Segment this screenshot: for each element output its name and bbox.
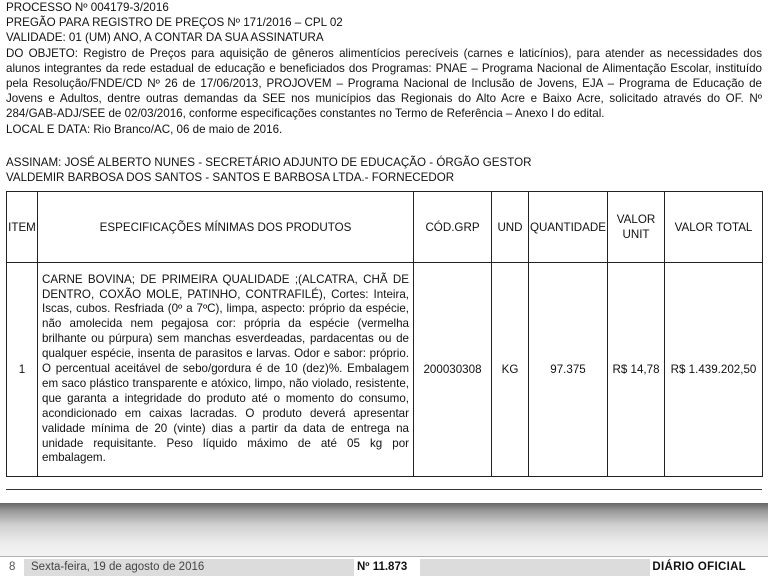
- col-header-qtd: QUANTIDADE: [529, 192, 608, 263]
- footer-edition-number: Nº 11.873: [357, 561, 408, 573]
- col-header-und: UND: [492, 192, 529, 263]
- signer-line: ASSINAM: JOSÉ ALBERTO NUNES - SECRETÁRIO ADJUNTO DE EDUCAÇÃO - ÓRGÃO GESTOR: [6, 155, 532, 169]
- footer-date: Sexta-feira, 19 de agosto de 2016: [31, 561, 205, 573]
- document-body: [6, 0, 762, 185]
- cell-spec: CARNE BOVINA; DE PRIMEIRA QUALIDADE ;(ALCATRA, CHÃ DE DENTRO, COXÃO MOLE, PATINHO, CONTRAFILÉ), Cortes: Inteira, Iscas, cubos. Resfriada (0º a 7ºC), limpa, aspecto: próprio da espécie, não amolecida nem pegajosa cor: própria da espécie (vermelha brilhante ou púrpura) sem manchas esverdeadas, pardacentas ou de qualquer espécie, insenta de parasitos e larvas. Odor e sabor: próprio. O percentual aceitável de sebo/gordura é de 10 (dez)%. Embalagem em saco plástico transparente e atóxico, limpo, não violado, resistente, que garanta a integridade do produto até o momento do consumo, acondicionado em caixas lacradas. O produto deverá apresentar validade mínima de 20 (vinte) dias a partir da data de entrega na unidade requisitante. Peso líquido máximo de até 05 kg por embalagem.: [38, 263, 414, 477]
- table-header-row: [7, 192, 763, 263]
- page-gap: [0, 503, 768, 559]
- validade-text: VALIDADE: 01 (UM) ANO, A CONTAR DA SUA ASSINATURA: [6, 31, 324, 45]
- pregao-title: PREGÃO PARA REGISTRO DE PREÇOS Nº 171/2016 – CPL 02: [6, 16, 343, 30]
- footer-right-bar: [420, 559, 650, 576]
- cell-und: KG: [492, 263, 529, 477]
- cell-valor-total: R$ 1.439.202,50: [665, 263, 763, 477]
- processo-number: PROCESSO Nº 004179-3/2016: [6, 1, 169, 14]
- cell-qtd: 97.375: [529, 263, 608, 477]
- col-header-valor-total: VALOR TOTAL: [665, 192, 763, 263]
- objeto-paragraph: DO OBJETO: Registro de Preços para aquisição de gêneros alimentícios perecíveis (carnes e laticínios), para atender as necessidades dos alunos integrantes da rede estadual de educação e beneficiados dos Programas: PNAE – Programa Nacional de Alimentação Escolar, instituído pela Resolução/FNDE/CD Nº 26 de 17/06/2013, PROJOVEM – Programa Nacional de Inclusão de Jovens, EJA – Programa de Educação de Jovens e Adultos, dentre outras demandas da SEE nos municípios das Regionais do Alto Acre e Baixo Acre, solicitado através do OF. Nº 284/GAB-ADJ/SEE de 02/03/2016, conforme especificações constantes no Termo de Referência – Anexo I do edital.: [6, 46, 762, 121]
- process-header: [6, 0, 762, 46]
- col-header-cod: CÓD.GRP: [414, 192, 492, 263]
- local-data: LOCAL E DATA: Rio Branco/AC, 06 de maio de 2016.: [6, 122, 283, 136]
- col-header-valor-unit-line1: VALOR: [616, 213, 656, 226]
- footer-publication-title: DIÁRIO OFICIAL: [652, 561, 746, 573]
- footer-page-number: 8: [9, 561, 16, 573]
- col-header-spec: ESPECIFICAÇÕES MÍNIMAS DOS PRODUTOS: [38, 192, 414, 263]
- signer-line: VALDEMIR BARBOSA DOS SANTOS - SANTOS E BARBOSA LTDA.- FORNECEDOR: [6, 171, 455, 185]
- items-table: [6, 191, 763, 477]
- col-header-item: ITEM: [7, 192, 38, 263]
- signers-block: [6, 155, 762, 185]
- page-footer: [0, 556, 768, 580]
- col-header-valor-unit-line2: UNIT: [622, 228, 650, 241]
- cell-valor-unit: R$ 14,78: [608, 263, 665, 477]
- cell-cod: 200030308: [414, 263, 492, 477]
- cell-item: 1: [7, 263, 38, 477]
- section-divider: [6, 489, 762, 490]
- table-row: [7, 263, 763, 477]
- col-header-valor-unit: [608, 192, 665, 263]
